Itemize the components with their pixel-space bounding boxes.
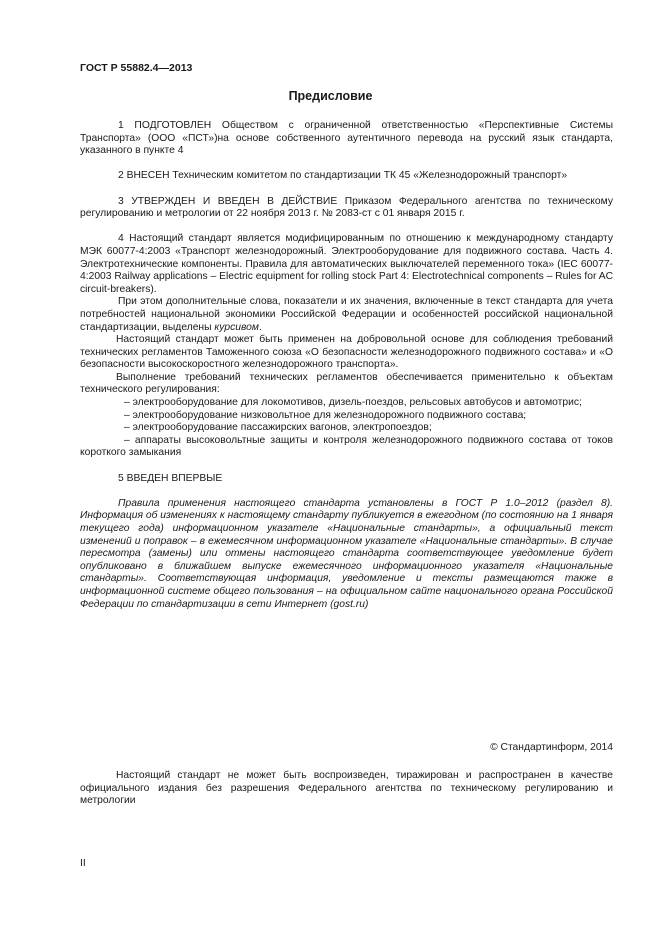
section-2: 2 ВНЕСЕН Техническим комитетом по стандартизации ТК 45 «Железнодорожный транспорт»	[118, 170, 568, 182]
reproduction-notice: Настоящий стандарт не может быть воспроизведен, тиражирован и распространен в качестве официального издания без разрешения Федерального агентства по техническому регулированию и метрологии	[80, 770, 613, 807]
section-4-p2-italic: курсивом	[214, 321, 259, 333]
list-item: – электрооборудование для локомотивов, дизель-поездов, рельсовых автобусов и автомотрис;	[124, 397, 582, 409]
section-5: 5 ВВЕДЕН ВПЕРВЫЕ	[118, 472, 223, 484]
section-4-paragraph-2	[80, 296, 613, 334]
list-item: – электрооборудование низковольтное для железнодорожного подвижного состава;	[124, 409, 527, 421]
page-number: II	[80, 858, 86, 869]
rules-notice: Правила применения настоящего стандарта установлены в ГОСТ Р 1.0–2012 (раздел 8). Информация об изменениях к настоящему стандарту публикуется в ежегодном (по состоянию на 1 января текущего года) информационном указателе «Национальные стандарты», а официальный текст изменений и поправок – в ежемесячном информационном указателе «Национальные стандарты». В случае пересмотра (замены) или отмены настоящего стандарта соответствующее уведомление будет опубликовано в ближайшем выпуске ежемесячного информационного указателя «Национальные стандарты». Соответствующая информация, уведомление и тексты размещаются также в информационной системе общего пользования – на официальном сайте национального органа Российской Федерации по стандартизации в сети Интернет (gost.ru)	[80, 497, 613, 610]
section-4-p2-suffix: .	[258, 321, 262, 333]
section-1: 1 ПОДГОТОВЛЕН Обществом с ограниченной ответственностью «Перспективные Системы Транспорта» (ООО «ПСТ»)на основе собственного аутентичного перевода на русский язык стандарта, указанного в пункте 4	[80, 120, 613, 157]
list-item: – электрооборудование пассажирских вагонов, электропоездов;	[124, 422, 432, 434]
section-4-paragraph-3: Настоящий стандарт может быть применен на добровольной основе для соблюдения требований технических регламентов Таможенного союза «О безопасности железнодорожного подвижного состава» и «О безопасности высокоскоростного железнодорожного транспорта».	[80, 334, 613, 371]
foreword-body	[80, 120, 613, 611]
document-id-header: ГОСТ Р 55882.4—2013	[80, 62, 193, 74]
page-title: Предисловие	[288, 89, 373, 103]
section-4: 4 Настоящий стандарт является модифицированным по отношению к международному стандарту МЭК 60077-4:2003 «Транспорт железнодорожный. Электрооборудование для подвижного состава. Часть 4. Электротехнические компоненты. Правила для автоматических выключателей переменного тока» (IEC 60077-4:2003 Railway applications – Electric equipment for rolling stock Part 4: Electrotechnical components – Rules for AC circuit-breakers).	[80, 233, 613, 295]
list-item: – аппараты высоковольтные защиты и контроля железнодорожного подвижного состава от токов короткого замыкания	[80, 434, 613, 459]
section-3: 3 УТВЕРЖДЕН И ВВЕДЕН В ДЕЙСТВИЕ Приказом Федерального агентства по техническому регулированию и метрологии от 22 ноября 2013 г. № 2083-ст с 01 января 2015 г.	[80, 195, 613, 220]
section-4-paragraph-4: Выполнение требований технических регламентов обеспечивается применительно к объектам технического регулирования:	[80, 371, 613, 396]
section-4-p2-text: При этом дополнительные слова, показатели и их значения, включенные в текст стандарта для учета потребностей национальной экономики Российской Федерации и особенностей российской национальной стандартизации, выделены	[80, 296, 613, 333]
copyright-line: © Стандартинформ, 2014	[490, 742, 613, 753]
